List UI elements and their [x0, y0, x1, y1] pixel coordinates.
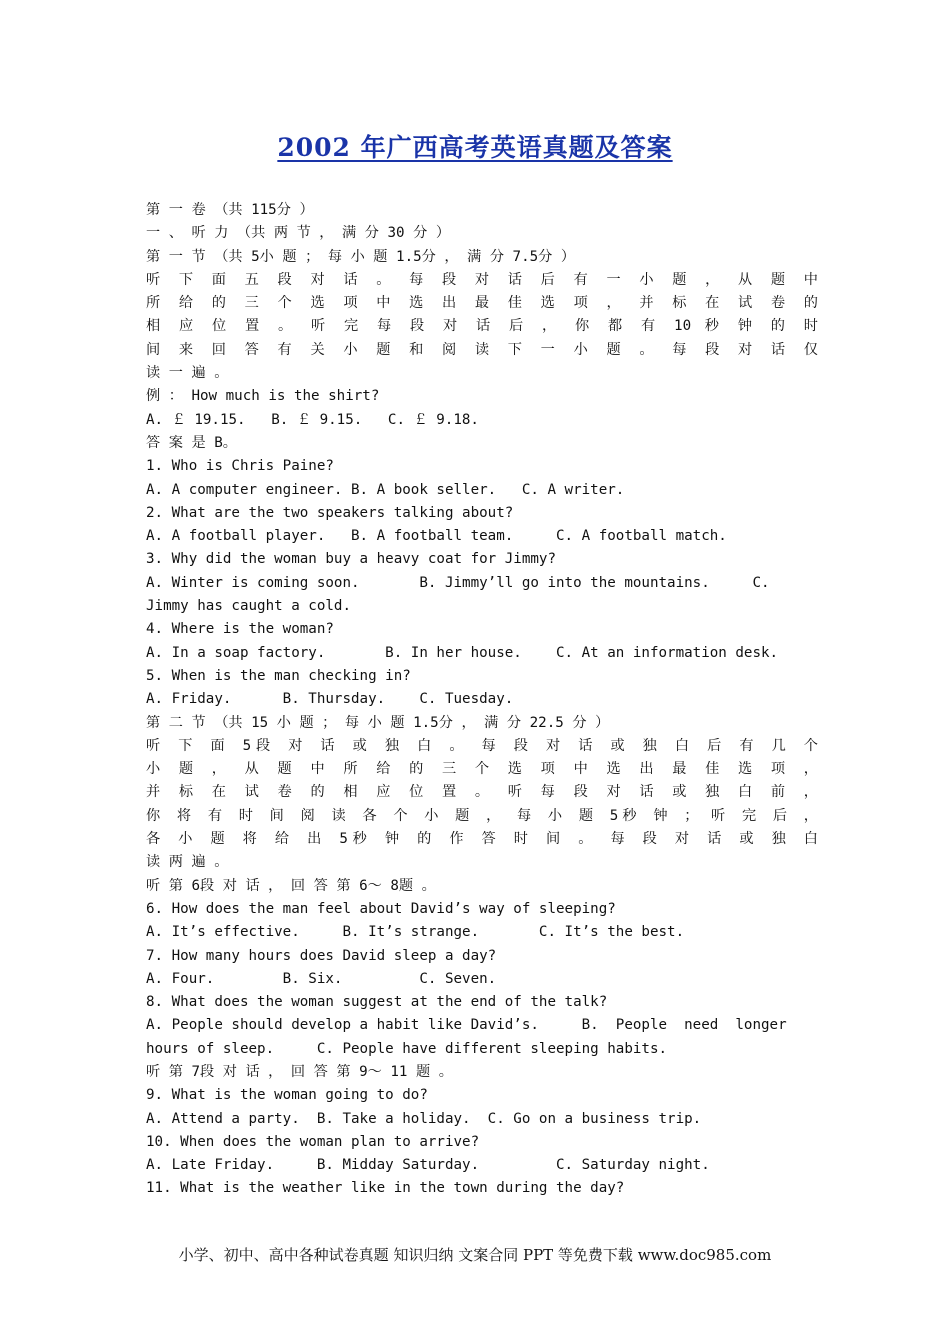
text-line: 并 标 在 试 卷 的 相 应 位 置 。 听 每 段 对 话 或 独 白 前 ，	[146, 784, 818, 801]
text-line: 听 下 面 5段 对 话 或 独 白 。 每 段 对 话 或 独 白 后 有 几 个	[146, 737, 818, 754]
text-line: 1. Who is Chris Paine?	[146, 458, 334, 475]
text-line: 10. When does the woman plan to arrive?	[146, 1133, 480, 1150]
text-line: 听 第 6段 对 话 ， 回 答 第 6～ 8题 。	[146, 877, 436, 894]
text-line: 9. What is the woman going to do?	[146, 1087, 428, 1104]
text-line: 读 两 遍 。	[146, 854, 229, 871]
text-line: A. Attend a party. B. Take a holiday. C. Go on a business trip.	[146, 1110, 702, 1127]
text-line: 8. What does the woman suggest at the end of the talk?	[146, 994, 608, 1011]
text-line: 间 来 回 答 有 关 小 题 和 阅 读 下 一 小 题 。 每 段 对 话 仅	[146, 341, 818, 358]
text-line: 3. Why did the woman buy a heavy coat for Jimmy?	[146, 551, 556, 568]
text-line: 各 小 题 将 给 出 5秒 钟 的 作 答 时 间 。 每 段 对 话 或 独 白	[146, 831, 818, 848]
text-line: 2. What are the two speakers talking about?	[146, 504, 514, 521]
text-line: 5. When is the man checking in?	[146, 667, 411, 684]
text-line: A. In a soap factory. B. In her house. C. At an information desk.	[146, 644, 779, 661]
text-line: A. A football player. B. A football team. C. A football match.	[146, 528, 727, 545]
page-footer: 小学、初中、高中各种试卷真题 知识归纳 文案合同 PPT 等免费下载 www.doc985.com	[178, 1246, 772, 1264]
text-line: 第 一 卷 （共 115分 ）	[146, 202, 314, 218]
text-line: 第 一 节 （共 5小 题 ； 每 小 题 1.5分 ， 满 分 7.5分 ）	[146, 248, 576, 265]
text-line: Jimmy has caught a cold.	[146, 598, 351, 615]
document-body	[146, 199, 818, 1201]
text-line: 读 一 遍 。	[146, 365, 229, 382]
text-line: 一 、 听 力 （共 两 节 ， 满 分 30 分 ）	[146, 225, 451, 242]
text-line: 第 二 节 （共 15 小 题 ； 每 小 题 1.5分 ， 满 分 22.5 分 ）	[146, 714, 610, 731]
text-line: 11. What is the weather like in the town during the day?	[146, 1180, 625, 1197]
text-line: A. ￡ 19.15. B. ￡ 9.15. C. ￡ 9.18.	[146, 411, 479, 428]
text-line: 听 下 面 五 段 对 话 。 每 段 对 话 后 有 一 小 题 ， 从 题 中	[146, 271, 818, 288]
text-line: A. People should develop a habit like David’s. B. People need longer	[146, 1017, 787, 1034]
text-line: 小 题 ， 从 题 中 所 给 的 三 个 选 项 中 选 出 最 佳 选 项 ，	[146, 761, 818, 778]
text-line: A. Friday. B. Thursday. C. Tuesday.	[146, 691, 514, 708]
text-line: A. Four. B. Six. C. Seven.	[146, 970, 497, 987]
text-line: 听 第 7段 对 话 ， 回 答 第 9～ 11 题 。	[146, 1063, 453, 1080]
text-line: A. A computer engineer. B. A book seller. C. A writer.	[146, 481, 625, 498]
text-line: 例 ： How much is the shirt?	[146, 388, 380, 405]
text-line: 4. Where is the woman?	[146, 621, 334, 638]
text-line: 6. How does the man feel about David’s way of sleeping?	[146, 900, 616, 917]
text-line: 答 案 是 B。	[146, 434, 237, 451]
text-line: 所 给 的 三 个 选 项 中 选 出 最 佳 选 项 ， 并 标 在 试 卷 的	[146, 295, 818, 312]
text-line: 相 应 位 置 。 听 完 每 段 对 话 后 ， 你 都 有 10 秒 钟 的 时	[146, 318, 818, 335]
text-line: 你 将 有 时 间 阅 读 各 个 小 题 ， 每 小 题 5秒 钟 ； 听 完 后 ，	[146, 807, 818, 824]
text-line: hours of sleep. C. People have different sleeping habits.	[146, 1040, 668, 1057]
document-title: 2002 年广西高考英语真题及答案	[277, 133, 673, 162]
text-line: A. Winter is coming soon. B. Jimmy’ll go into the mountains. C.	[146, 574, 770, 591]
text-line: A. Late Friday. B. Midday Saturday. C. Saturday night.	[146, 1157, 710, 1174]
text-line: 7. How many hours does David sleep a day?	[146, 947, 497, 964]
text-line: A. It’s effective. B. It’s strange. C. It’s the best.	[146, 924, 685, 941]
